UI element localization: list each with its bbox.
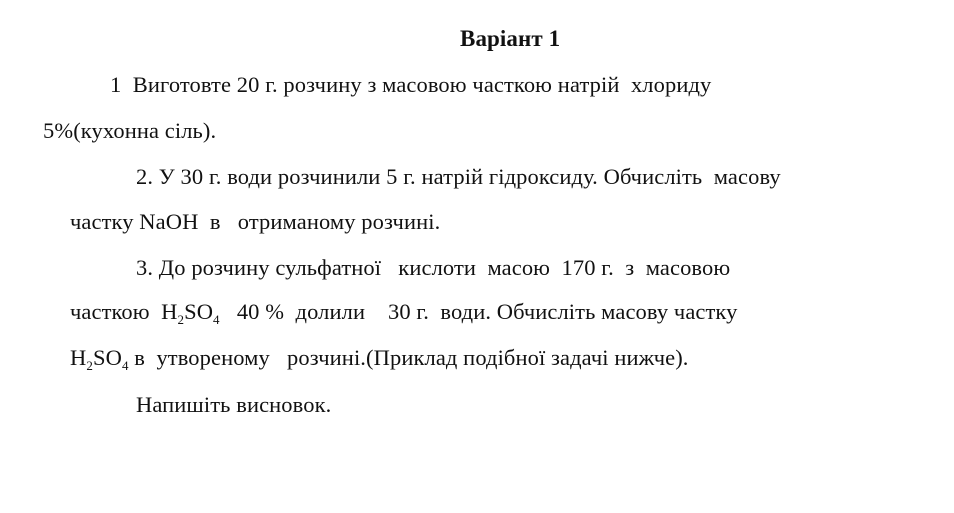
subscript-2: 2 (86, 358, 93, 373)
task-3-line-3 (70, 344, 689, 375)
subscript-4: 4 (121, 358, 129, 373)
task-2-line-1: 2. У 30 г. води розчинили 5 г. натрій гідроксиду. Обчисліть масову (136, 164, 781, 189)
variant-title: Варіант 1 (460, 26, 561, 51)
task-3-line-3-part-b: SO (92, 345, 122, 370)
task-3-line-2-part-a: часткою H (70, 299, 178, 324)
task-1-line-1: 1 Виготовте 20 г. розчину з масовою часткою натрій хлориду (110, 72, 712, 97)
task-3-line-3-part-a: H (70, 345, 87, 370)
task-1-line-2: 5%(кухонна сіль). (43, 118, 217, 143)
conclusion-instruction: Напишіть висновок. (136, 392, 332, 417)
task-3-line-3-part-c: в утвореному розчині.(Приклад подібної задачі нижче). (128, 345, 689, 370)
task-3-line-1: 3. До розчину сульфатної кислоти масою 170 г. з масовою (136, 255, 731, 280)
subscript-2: 2 (177, 312, 185, 327)
task-3-line-2 (70, 298, 738, 329)
task-3-line-2-part-c: 40 % долили 30 г. води. Обчисліть масову частку (219, 299, 738, 324)
task-3-line-2-part-b: SO (184, 299, 214, 324)
subscript-4: 4 (213, 312, 220, 327)
task-2-line-2: частку NaOH в отриманому розчині. (70, 209, 441, 234)
